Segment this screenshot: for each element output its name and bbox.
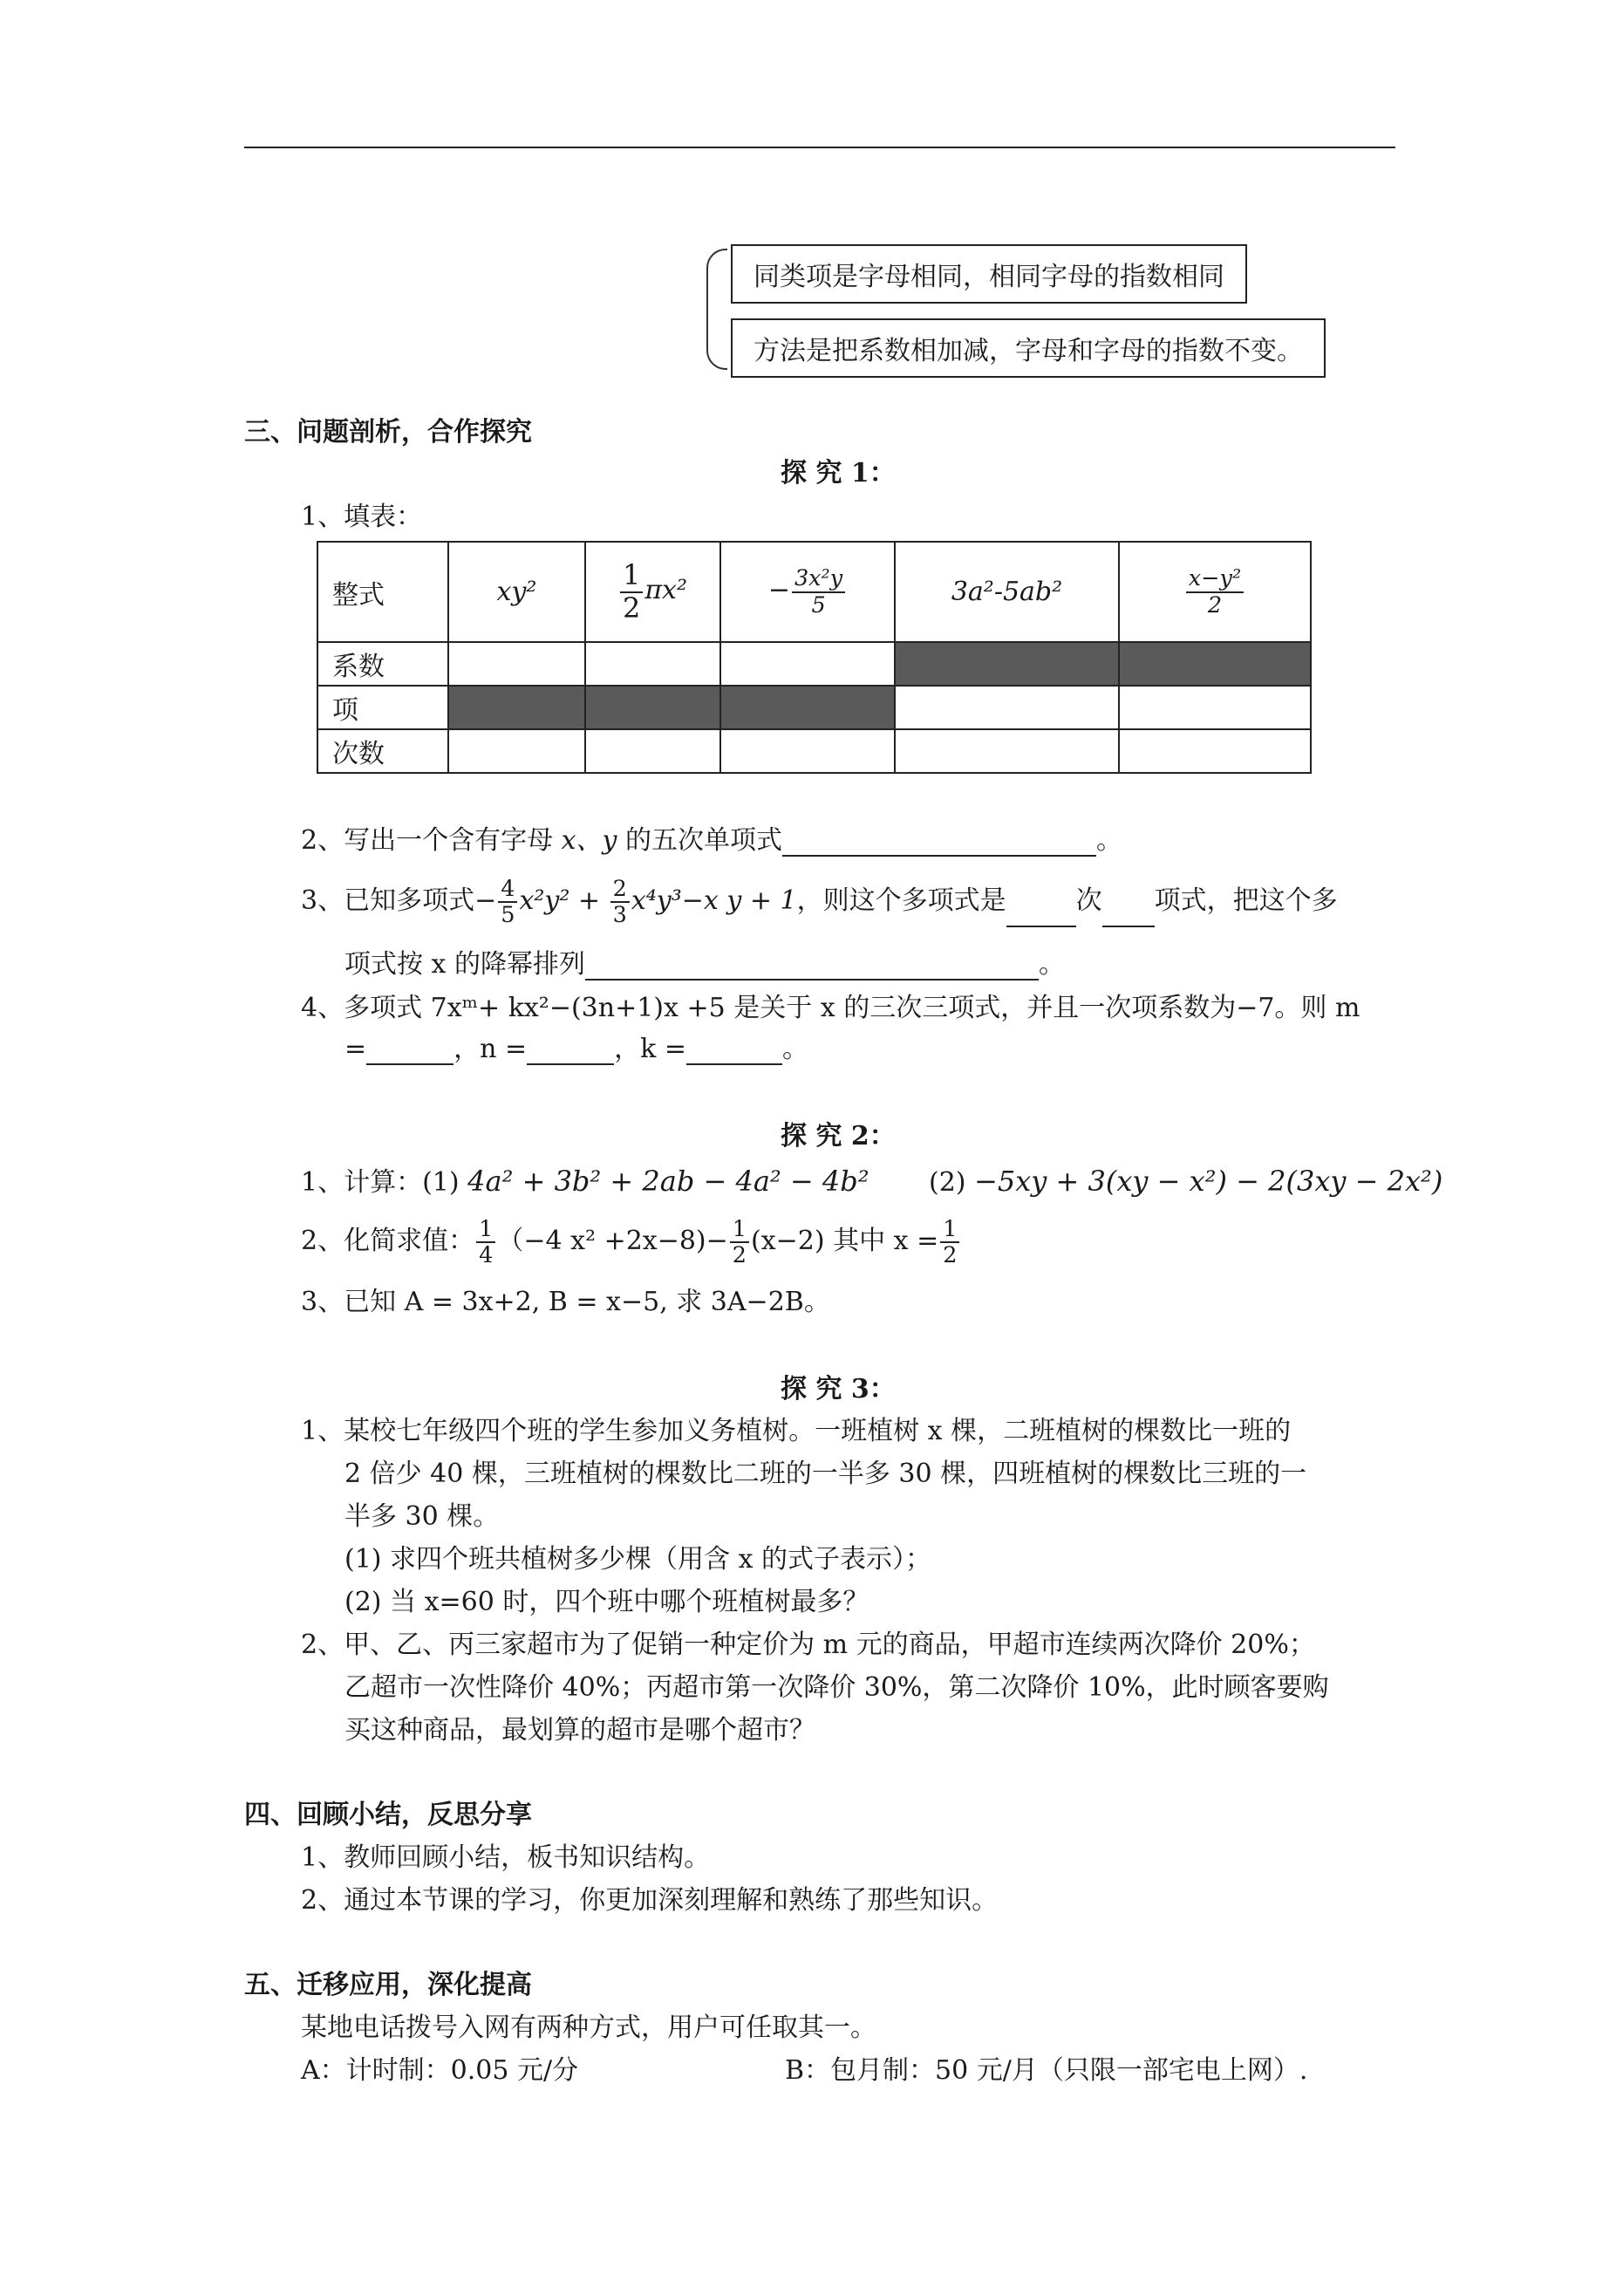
col1-expression: xy² — [448, 542, 585, 642]
e2-q1-part2-label: (2) — [929, 1167, 966, 1198]
q4-end: 。 — [782, 1034, 808, 1064]
answer-blank[interactable] — [686, 1063, 782, 1065]
table-cell — [585, 729, 720, 773]
col3-expression — [720, 542, 895, 642]
explore3-q2-line2: 乙超市一次性降价 40%；丙超市第一次降价 30%，第二次降价 10%，此时顾客要购 — [344, 1672, 1329, 1703]
row-label-terms: 项 — [317, 686, 448, 729]
e2-q2-f2-num: 1 — [730, 1217, 749, 1243]
col4-expression: 3a²-5ab² — [895, 542, 1119, 642]
section4-item1: 1、教师回顾小结，板书知识结构。 — [301, 1842, 711, 1873]
explore1-q1-label: 1、填表： — [301, 502, 423, 532]
q3-f2-den: 3 — [612, 902, 627, 929]
e2-q1-expr1: 4a² + 3b² + 2ab − 4a² − 4b² — [467, 1165, 869, 1198]
e2-q2-prefix: 2、化简求值： — [301, 1226, 475, 1257]
table-cell-shaded — [720, 686, 895, 729]
answer-blank[interactable] — [1102, 926, 1155, 927]
explore3-q1-line3: 半多 30 棵。 — [344, 1501, 500, 1532]
summary-box-2 — [731, 318, 1326, 378]
explore1-title: 探 究 1： — [781, 458, 896, 489]
fill-in-table — [317, 541, 1312, 774]
q2-end: 。 — [1096, 825, 1123, 856]
table-cell — [448, 729, 585, 773]
section4-item2: 2、通过本节课的学习，你更加深刻理解和熟练了那些知识。 — [301, 1885, 999, 1916]
table-cell-shaded — [585, 686, 720, 729]
q4-k: ，k = — [614, 1034, 686, 1064]
q2-prefix: 2、写出一个含有字母 — [301, 825, 562, 856]
explore3-q2-line3: 买这种商品，最划算的超市是哪个超市？ — [344, 1715, 815, 1746]
table-cell — [1119, 729, 1311, 773]
q3-f1-num: 4 — [498, 877, 517, 903]
explore3-q1-line1: 1、某校七年级四个班的学生参加义务植树。一班植树 x 棵，二班植树的棵数比一班的 — [301, 1416, 1292, 1446]
explore2-q2 — [301, 1217, 961, 1268]
q3-mid: ，则这个多项式是 — [796, 885, 1006, 917]
table-cell-shaded — [1119, 642, 1311, 686]
explore2-q1 — [301, 1165, 869, 1199]
col2-tail: πx² — [644, 575, 688, 606]
table-cell — [448, 642, 585, 686]
answer-blank[interactable] — [527, 1063, 614, 1065]
table-cell — [720, 642, 895, 686]
explore3-q1-sub2: (2) 当 x=60 时，四个班中哪个班植树最多？ — [344, 1587, 869, 1617]
answer-blank[interactable] — [366, 1063, 453, 1065]
col3-sign: − — [767, 575, 790, 606]
explore3-q2-line1: 2、甲、乙、丙三家超市为了促销一种定价为 m 元的商品，甲超市连续两次降价 20%； — [301, 1630, 1315, 1660]
q3-f1-den: 5 — [501, 902, 515, 929]
e2-q2-f3-num: 1 — [940, 1217, 959, 1243]
summary-box-2-text: 方法是把系数相加减，字母和字母的指数不变。 — [754, 336, 1303, 366]
header-rule — [244, 147, 1395, 148]
col3-denominator: 5 — [811, 591, 826, 618]
col2-expression — [585, 542, 720, 642]
section5-heading: 五、迁移应用，深化提高 — [244, 1970, 532, 2000]
e2-q1-prefix: 1、计算：(1) — [301, 1167, 460, 1198]
table-cell-shaded — [448, 686, 585, 729]
brace-symbol — [706, 249, 727, 370]
e2-q1-expr2: −5xy + 3(xy − x²) − 2(3xy − 2x²) — [974, 1165, 1443, 1198]
q3-term2: x⁴y³−x y + 1 — [631, 885, 797, 917]
explore3-title: 探 究 3： — [781, 1374, 896, 1404]
explore3-q1-sub1: (1) 求四个班共植树多少棵（用含 x 的式子表示）； — [344, 1544, 932, 1575]
q2-suffix: 的五次单项式 — [617, 825, 783, 856]
q2-vars: x、y — [561, 825, 617, 856]
table-cell-shaded — [895, 642, 1119, 686]
table-cell — [720, 729, 895, 773]
row-label-degree: 次数 — [317, 729, 448, 773]
q3-end: 。 — [1039, 949, 1065, 980]
e2-q2-tail: (x−2) 其中 x = — [751, 1226, 939, 1257]
e2-q2-f1-den: 4 — [479, 1242, 494, 1269]
col5-denominator: 2 — [1207, 591, 1223, 618]
explore2-q3: 3、已知 A = 3x+2, B = x−5, 求 3A−2B。 — [301, 1287, 830, 1317]
q3-prefix: 3、已知多项式− — [301, 885, 497, 917]
section4-heading: 四、回顾小结，反思分享 — [244, 1800, 532, 1830]
table-cell — [895, 686, 1119, 729]
col2-numerator: 1 — [620, 560, 643, 592]
table-cell — [585, 642, 720, 686]
section5-option-b: B：包月制：50 元/月（只限一部宅电上网）. — [785, 2055, 1308, 2086]
explore2-title: 探 究 2： — [781, 1121, 896, 1151]
q4-m-eq: = — [344, 1034, 367, 1064]
row-label-expression: 整式 — [317, 542, 448, 642]
answer-blank[interactable] — [782, 855, 1096, 857]
e2-q2-f2-den: 2 — [732, 1242, 747, 1269]
q3-term1: x²y² + — [519, 885, 609, 917]
answer-blank[interactable] — [585, 979, 1039, 981]
col5-numerator: x−y² — [1186, 566, 1244, 592]
e2-q2-f1-num: 1 — [476, 1217, 495, 1243]
explore1-q3-line2 — [344, 949, 1065, 981]
col5-expression — [1119, 542, 1311, 642]
section5-option-a: A：计时制：0.05 元/分 — [301, 2055, 579, 2086]
table-cell — [1119, 686, 1311, 729]
answer-blank[interactable] — [1006, 926, 1076, 927]
e2-q2-f3-den: 2 — [943, 1242, 958, 1269]
col2-denominator: 2 — [622, 591, 641, 625]
q3-f2-num: 2 — [610, 877, 630, 903]
q3-xiang: 项式，把这个多 — [1154, 885, 1338, 917]
explore2-q1-part2 — [929, 1165, 1442, 1199]
q3-ci: 次 — [1075, 885, 1102, 917]
explore1-q4-line1: 4、多项式 7xᵐ+ kx²−(3n+1)x +5 是关于 x 的三次三项式，并且一次项系数为−7。则 m — [301, 993, 1360, 1023]
e2-q2-mid: （−4 x² +2x−8)− — [497, 1226, 728, 1257]
explore1-q4-line2 — [344, 1034, 808, 1065]
q4-n: ，n = — [453, 1034, 528, 1064]
summary-box-1 — [731, 244, 1247, 304]
explore1-q3 — [301, 877, 1338, 927]
explore3-q1-line2: 2 倍少 40 棵，三班植树的棵数比二班的一半多 30 棵，四班植树的棵数比三班的一 — [344, 1459, 1307, 1489]
q3-line2-text: 项式按 x 的降幂排列 — [344, 949, 585, 980]
row-label-coefficient: 系数 — [317, 642, 448, 686]
table-cell — [895, 729, 1119, 773]
summary-box-1-text: 同类项是字母相同，相同字母的指数相同 — [754, 262, 1224, 292]
explore1-q2 — [301, 825, 1122, 857]
section3-heading: 三、问题剖析，合作探究 — [244, 417, 532, 448]
section5-intro: 某地电话拨号入网有两种方式，用户可任取其一。 — [301, 2012, 876, 2043]
col3-numerator: 3x²y — [792, 566, 845, 592]
